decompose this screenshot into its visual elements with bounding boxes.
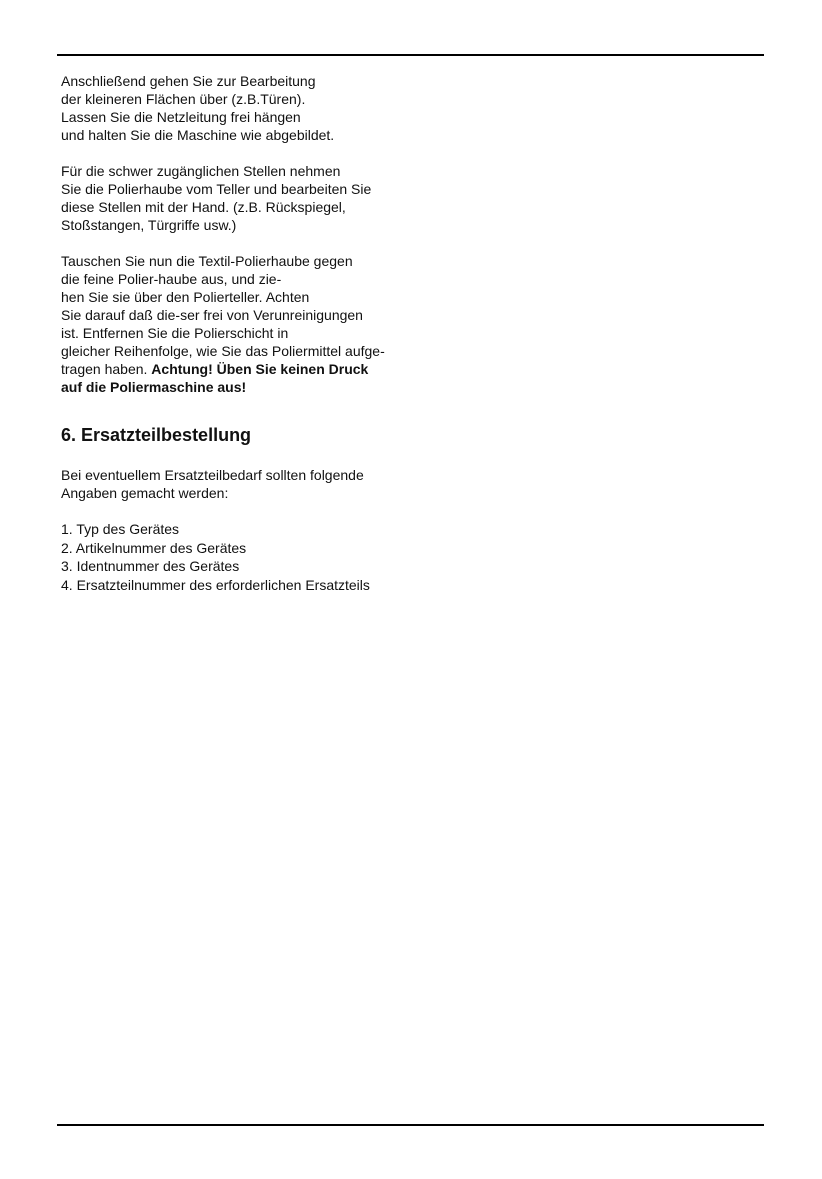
section-heading: 6. Ersatzteilbestellung: [61, 425, 252, 445]
page-content: [61, 72, 441, 594]
text-line: die feine Polier-haube aus, und zie-: [61, 271, 282, 287]
text-fragment: tragen haben.: [61, 361, 152, 377]
text-line: und halten Sie die Maschine wie abgebildet.: [61, 127, 335, 143]
text-line: gleicher Reihenfolge, wie Sie das Poliermittel aufge-: [61, 343, 385, 359]
text-line: Sie die Polierhaube vom Teller und bearbeiten Sie: [61, 181, 372, 197]
text-line: diese Stellen mit der Hand. (z.B. Rückspiegel,: [61, 199, 346, 215]
section-intro: [61, 466, 441, 502]
text-line: Stoßstangen, Türgriffe usw.): [61, 217, 237, 233]
paragraph-change-polishing-cap: [61, 252, 441, 396]
list-item: 2. Artikelnummer des Gerätes: [61, 539, 247, 556]
spare-parts-list: [61, 520, 441, 594]
text-line: hen Sie sie über den Polierteller. Achten: [61, 289, 310, 305]
list-item: 3. Identnummer des Gerätes: [61, 558, 240, 574]
text-line: Angaben gemacht werden:: [61, 485, 229, 501]
text-line: Lassen Sie die Netzleitung frei hängen: [61, 109, 301, 125]
list-item: 4. Ersatzteilnummer des erforderlichen Ersatzteils: [61, 576, 370, 593]
warning-text: Achtung! Üben Sie keinen Druck: [151, 361, 369, 377]
paragraph-hard-to-reach-areas: [61, 162, 441, 234]
list-item: 1. Typ des Gerätes: [61, 521, 180, 537]
text-line: Anschließend gehen Sie zur Bearbeitung: [61, 73, 316, 89]
text-line: Tauschen Sie nun die Textil-Polierhaube gegen: [61, 253, 353, 269]
footer-rule: [57, 1124, 764, 1126]
text-line: ist. Entfernen Sie die Polierschicht in: [61, 325, 289, 341]
paragraph-polishing-small-areas: [61, 72, 441, 144]
header-rule: [57, 54, 764, 56]
text-line: Für die schwer zugänglichen Stellen nehmen: [61, 163, 341, 179]
text-line: Bei eventuellem Ersatzteilbedarf sollten folgende: [61, 467, 364, 483]
text-line-mixed: [61, 360, 441, 378]
text-line: der kleineren Flächen über (z.B.Türen).: [61, 91, 306, 107]
text-line: Sie darauf daß die-ser frei von Verunreinigungen: [61, 307, 363, 323]
warning-text: auf die Poliermaschine aus!: [61, 379, 247, 395]
